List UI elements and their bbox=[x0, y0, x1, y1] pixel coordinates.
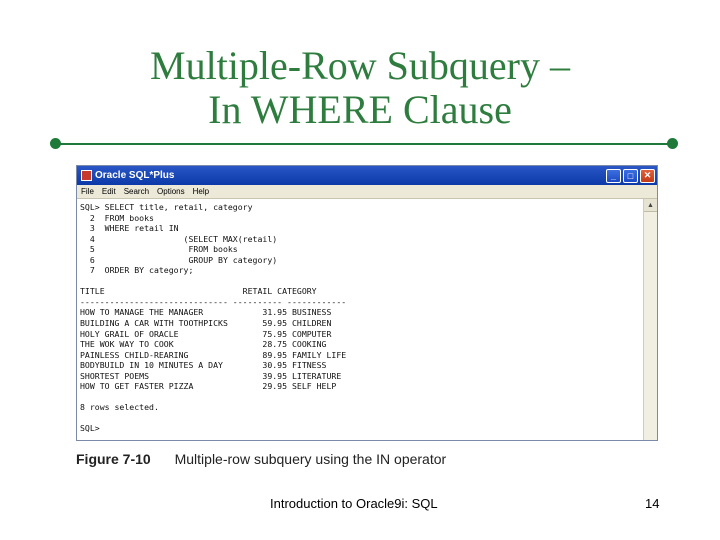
console-area[interactable] bbox=[77, 199, 643, 440]
menu-bar bbox=[77, 185, 657, 199]
sqlplus-window bbox=[76, 165, 658, 441]
figure-caption-text: Multiple-row subquery using the IN operator bbox=[174, 451, 447, 467]
title-line-1: Multiple-Row Subquery – bbox=[150, 43, 570, 88]
console-output: SQL> SELECT title, retail, category 2 FROM books 3 WHERE retail IN 4 (SELECT MAX(retail) 5 FROM books 6 GROUP BY category) 7 ORDER BY category; TITLE RETAIL CATEGORY ------------------------------ ---------- ------------ HOW TO MANAGE THE MANAGER 31.95 BUSINESS BUILDING A CAR WITH TOOTHPICKS 59.95 CHILDREN HOLY GRAIL OF ORACLE 75.95 COMPUTER THE WOK WAY TO COOK 28.75 COOKING PAINLESS CHILD-REARING 89.95 FAMILY LIFE BODYBUILD IN 10 MINUTES A DAY 30.95 FITNESS SHORTEST POEMS 39.95 LITERATURE HOW TO GET FASTER PIZZA 29.95 SELF HELP 8 rows selected. SQL> bbox=[80, 202, 347, 434]
scroll-up-icon[interactable]: ▲ bbox=[644, 199, 657, 212]
figure-caption bbox=[76, 451, 446, 467]
window-title: Oracle SQL*Plus bbox=[95, 170, 175, 181]
menu-help[interactable]: Help bbox=[192, 187, 210, 196]
maximize-icon[interactable]: □ bbox=[623, 169, 638, 183]
menu-options[interactable]: Options bbox=[157, 187, 185, 196]
page-number: 14 bbox=[645, 496, 660, 511]
menu-search[interactable]: Search bbox=[123, 187, 150, 196]
divider-left-dot bbox=[50, 138, 61, 149]
close-icon[interactable]: ✕ bbox=[640, 169, 655, 183]
slide-footer: Introduction to Oracle9i: SQL bbox=[270, 496, 438, 511]
sqlplus-app-icon bbox=[81, 170, 92, 181]
slide-title bbox=[0, 44, 720, 132]
menu-edit[interactable]: Edit bbox=[101, 187, 116, 196]
figure-label: Figure 7-10 bbox=[76, 451, 151, 467]
title-divider bbox=[56, 143, 672, 145]
menu-file[interactable]: File bbox=[81, 187, 94, 196]
minimize-icon[interactable]: _ bbox=[606, 169, 621, 183]
window-titlebar bbox=[77, 166, 657, 185]
vertical-scrollbar[interactable] bbox=[643, 199, 657, 440]
divider-right-dot bbox=[667, 138, 678, 149]
title-line-2: In WHERE Clause bbox=[208, 87, 512, 132]
